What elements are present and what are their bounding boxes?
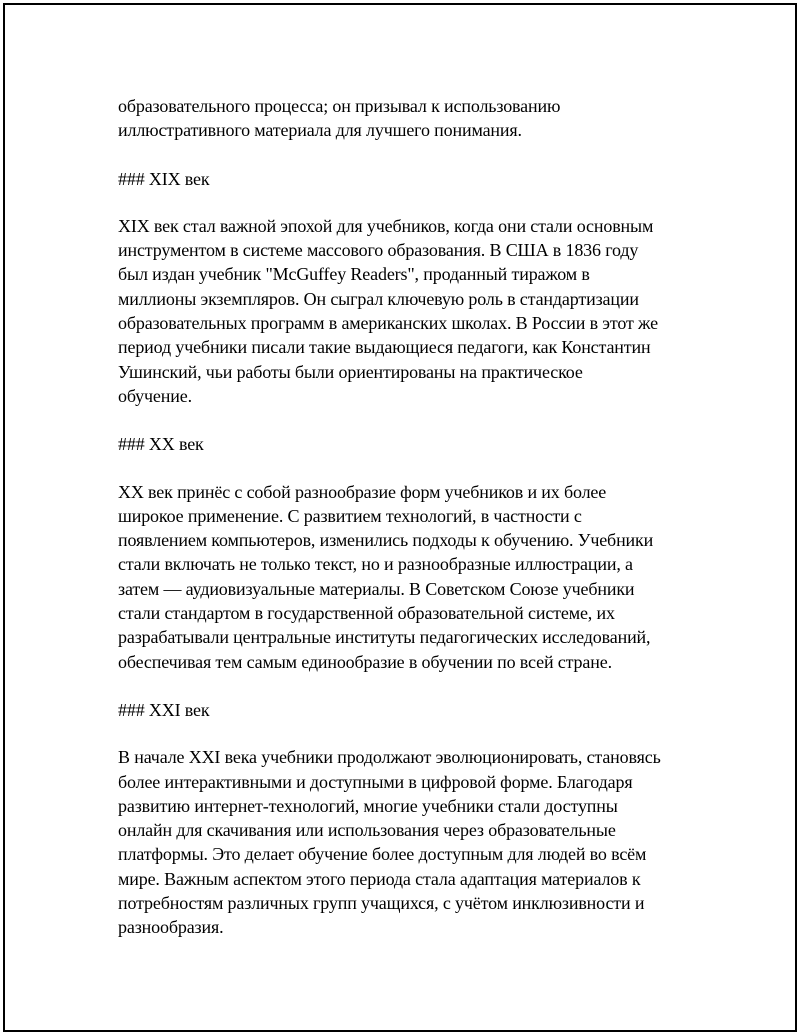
paragraph-line: стали включать не только текст, но и разнообразные иллюстрации, а: [118, 554, 633, 575]
section-heading: ### XIX век: [118, 168, 210, 189]
paragraph-line: потребностям различных групп учащихся, с учётом инклюзивности и: [118, 893, 645, 914]
paragraph-line: развитию интернет-технологий, многие учебники стали доступны: [118, 795, 618, 816]
paragraph-line: был издан учебник "McGuffey Readers", проданный тиражом в: [118, 264, 590, 285]
section-heading-xxi: [118, 698, 718, 722]
paragraph-line: миллионы экземпляров. Он сыграл ключевую роль в стандартизации: [118, 288, 639, 309]
paragraph-line: более интерактивными и доступными в цифровой форме. Благодаря: [118, 771, 633, 792]
paragraph-line: затем — аудиовизуальные материалы. В Советском Союзе учебники: [118, 578, 635, 599]
paragraph-line: обучение.: [118, 385, 192, 406]
paragraph-line: мире. Важным аспектом этого периода стала адаптация материалов к: [118, 868, 641, 889]
document-body: [118, 94, 718, 964]
paragraph-line: платформы. Это делает обучение более доступным для людей во всём: [118, 844, 647, 865]
paragraph-line: появлением компьютеров, изменились подходы к обучению. Учебники: [118, 530, 654, 551]
section-heading: ### XXI век: [118, 699, 210, 720]
paragraph-line: иллюстративного материала для лучшего понимания.: [118, 120, 522, 141]
intro-paragraph: [118, 94, 718, 143]
paragraph-line: период учебники писали такие выдающиеся педагоги, как Константин: [118, 337, 651, 358]
paragraph-line: образовательных программ в американских школах. В России в этот же: [118, 313, 658, 334]
paragraph-line: В начале XXI века учебники продолжают эволюционировать, становясь: [118, 747, 661, 768]
paragraph-line: стали стандартом в государственной образовательной системе, их: [118, 603, 615, 624]
section-heading-xx: [118, 432, 718, 456]
paragraph-line: разнообразия.: [118, 917, 224, 938]
section-heading-xix: [118, 167, 718, 191]
paragraph-line: инструментом в системе массового образования. В США в 1836 году: [118, 240, 639, 261]
paragraph-line: XIX век стал важной эпохой для учебников, когда они стали основным: [118, 215, 654, 236]
paragraph-line: разрабатывали центральные институты педагогических исследований,: [118, 627, 651, 648]
section-paragraph-xx: [118, 480, 718, 674]
paragraph-line: обеспечивая тем самым единообразие в обучении по всей стране.: [118, 651, 612, 672]
paragraph-line: Ушинский, чьи работы были ориентированы на практическое: [118, 361, 583, 382]
paragraph-line: XX век принёс с собой разнообразие форм учебников и их более: [118, 481, 607, 502]
section-heading: ### XX век: [118, 434, 204, 455]
paragraph-line: образовательного процесса; он призывал к использованию: [118, 96, 561, 116]
section-paragraph-xix: [118, 214, 718, 408]
section-paragraph-xxi: [118, 745, 718, 939]
paragraph-line: широкое применение. С развитием технологий, в частности с: [118, 505, 582, 526]
paragraph-line: онлайн для скачивания или использования через образовательные: [118, 820, 616, 841]
